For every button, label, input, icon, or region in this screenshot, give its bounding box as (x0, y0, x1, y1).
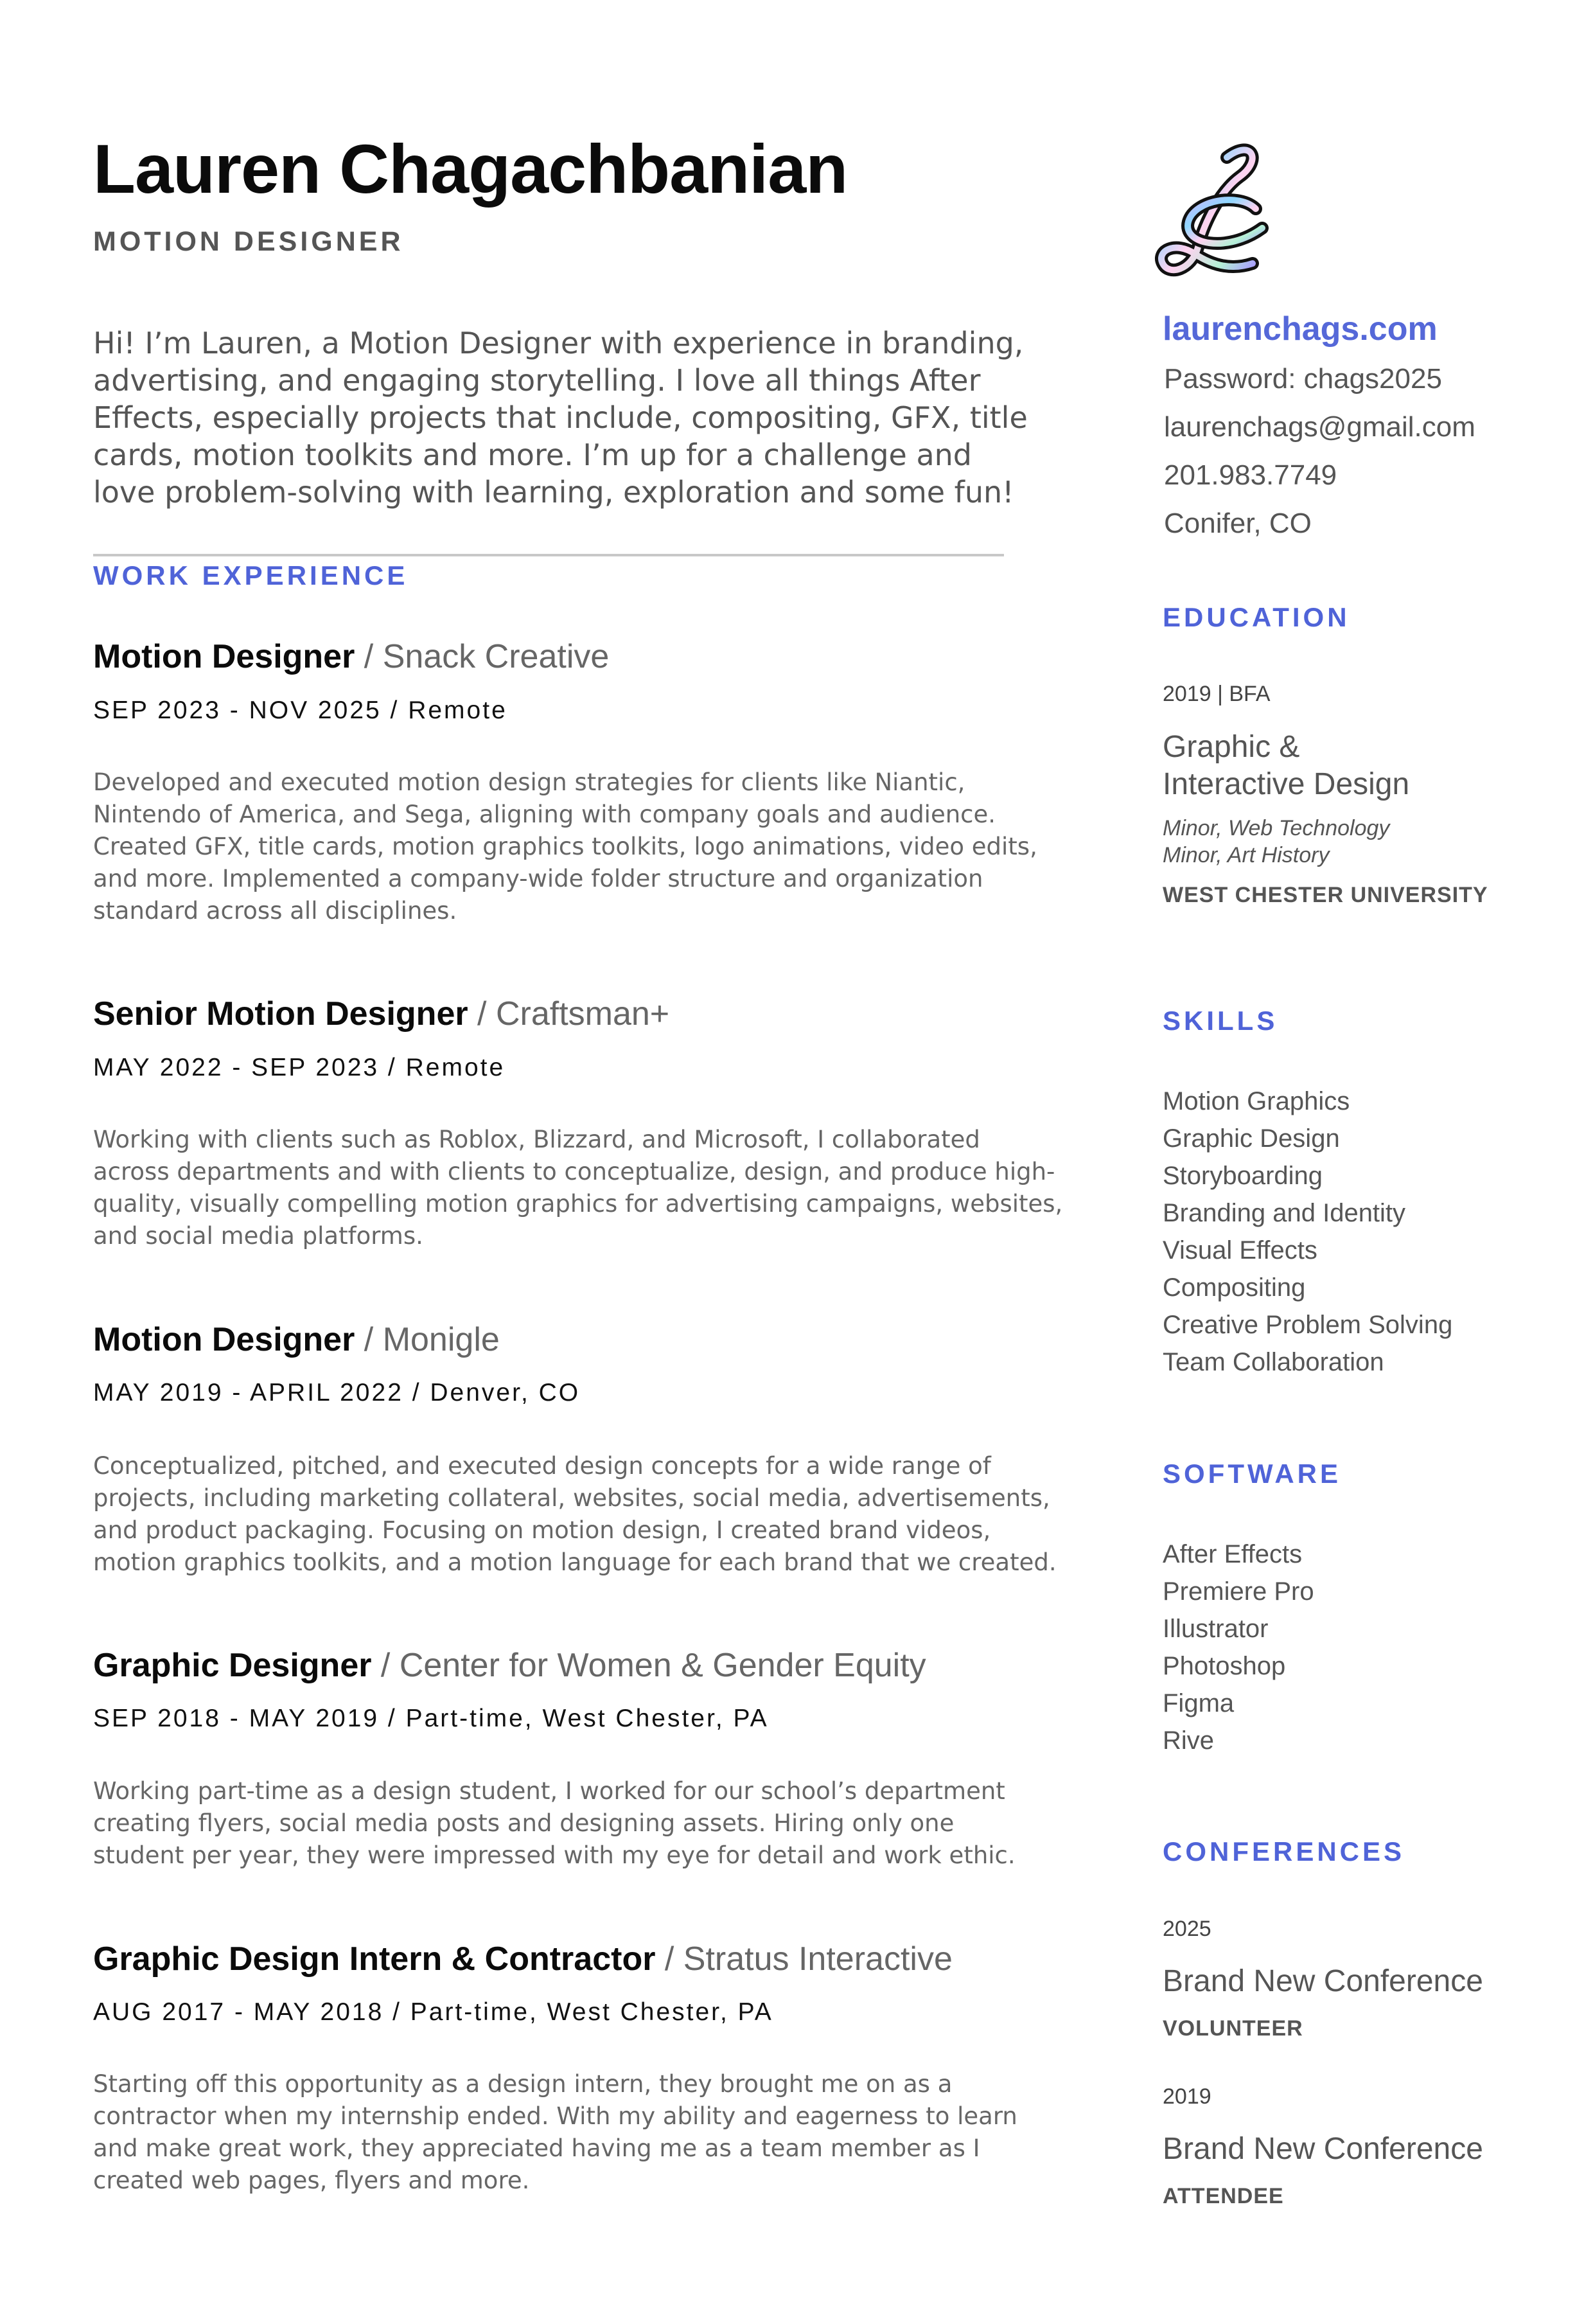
major-line: Graphic & (1163, 730, 1300, 764)
skills-heading: SKILLS (1163, 1006, 1278, 1036)
list-item: Compositing (1163, 1273, 1306, 1302)
job-title (93, 1320, 500, 1359)
job-separator: / (355, 1321, 383, 1358)
monogram-logo (1150, 132, 1278, 292)
skills-list (1163, 1083, 1452, 1381)
job-position: Senior Motion Designer (93, 995, 468, 1033)
job-separator: / (355, 638, 383, 675)
job-description (93, 2068, 1017, 2197)
conference-role: VOLUNTEER (1163, 2016, 1303, 2041)
list-item: Team Collaboration (1163, 1348, 1384, 1376)
job-company: Monigle (382, 1321, 500, 1358)
list-item: Branding and Identity (1163, 1199, 1406, 1227)
job-separator: / (371, 1647, 400, 1684)
work-experience-heading: WORK EXPERIENCE (93, 560, 409, 590)
desc-line: motion graphics toolkits, and a motion language for each brand that we created. (93, 1548, 1057, 1576)
desc-line: Working with clients such as Roblox, Blizzard, and Microsoft, I collaborated (93, 1126, 980, 1153)
conference-role: ATTENDEE (1163, 2184, 1284, 2208)
education-heading: EDUCATION (1163, 602, 1350, 632)
job-company: Snack Creative (382, 638, 610, 675)
intro-line: Effects, especially projects that include, compositing, GFX, title (93, 400, 1028, 435)
job-title (93, 1940, 953, 1978)
list-item: Photoshop (1163, 1652, 1286, 1680)
job-description (93, 767, 1037, 927)
email-link[interactable]: laurenchags@gmail.com (1164, 411, 1475, 443)
conference-name: Brand New Conference (1163, 2132, 1483, 2166)
job-company: Center for Women & Gender Equity (399, 1647, 926, 1684)
software-heading: SOFTWARE (1163, 1459, 1341, 1489)
desc-line: projects, including marketing collateral, websites, social media, advertisements, (93, 1484, 1050, 1512)
password-text: Password: chags2025 (1164, 363, 1442, 395)
list-item: Creative Problem Solving (1163, 1311, 1453, 1339)
job-title (93, 637, 609, 676)
desc-line: across departments and with clients to conceptualize, design, and produce high- (93, 1158, 1055, 1185)
education-minors (1163, 815, 1389, 869)
minor-line: Minor, Art History (1163, 843, 1330, 867)
education-major (1163, 729, 1409, 803)
major-line: Interactive Design (1163, 767, 1410, 801)
desc-line: created web pages, flyers and more. (93, 2167, 530, 2194)
school-name: WEST CHESTER UNIVERSITY (1163, 883, 1488, 907)
desc-line: and product packaging. Focusing on motion design, I created brand videos, (93, 1516, 991, 1544)
desc-line: standard across all disciplines. (93, 897, 457, 925)
list-item: Visual Effects (1163, 1236, 1317, 1264)
phone-number: 201.983.7749 (1164, 459, 1337, 491)
job-position: Graphic Designer (93, 1647, 372, 1684)
job-description (93, 1450, 1057, 1579)
list-item: Graphic Design (1163, 1124, 1340, 1153)
job-dates: MAY 2019 - APRIL 2022 / Denver, CO (93, 1379, 581, 1406)
desc-line: contractor when my internship ended. With my ability and eagerness to learn (93, 2102, 1017, 2130)
intro-line: Hi! I’m Lauren, a Motion Designer with experience in branding, (93, 326, 1024, 360)
desc-line: Nintendo of America, and Sega, aligning with company goals and audience. (93, 801, 996, 828)
intro-paragraph (93, 324, 1031, 511)
intro-line: advertising, and engaging storytelling. I love all things After (93, 363, 981, 398)
job-dates: SEP 2018 - MAY 2019 / Part-time, West Chester, PA (93, 1705, 769, 1732)
website-link[interactable]: laurenchags.com (1163, 310, 1438, 348)
minor-line: Minor, Web Technology (1163, 816, 1390, 840)
list-item: Premiere Pro (1163, 1577, 1314, 1606)
conference-year: 2025 (1163, 1917, 1211, 1941)
job-title (93, 995, 669, 1033)
job-description (93, 1775, 1016, 1872)
job-separator: / (655, 1940, 683, 1978)
desc-line: and make great work, they appreciated having me as a team member as I (93, 2134, 980, 2162)
desc-line: quality, visually compelling motion graphics for advertising campaigns, websites, (93, 1190, 1063, 1218)
list-item: Storyboarding (1163, 1162, 1323, 1190)
desc-line: and social media platforms. (93, 1222, 423, 1250)
software-list (1163, 1536, 1314, 1759)
desc-line: Working part-time as a design student, I worked for our school’s department (93, 1777, 1005, 1805)
desc-line: Starting off this opportunity as a design intern, they brought me on as a (93, 2070, 953, 2098)
desc-line: Conceptualized, pitched, and executed design concepts for a wide range of (93, 1452, 991, 1480)
divider (93, 554, 1004, 556)
list-item: Figma (1163, 1689, 1235, 1717)
list-item: Motion Graphics (1163, 1087, 1350, 1115)
conferences-heading: CONFERENCES (1163, 1836, 1405, 1867)
page-title: Lauren Chagachbanian (93, 130, 848, 208)
education-year-degree: 2019 | BFA (1163, 682, 1271, 706)
conference-year: 2019 (1163, 2084, 1211, 2109)
list-item: After Effects (1163, 1540, 1303, 1568)
desc-line: creating flyers, social media posts and designing assets. Hiring only one (93, 1809, 955, 1837)
intro-line: love problem-solving with learning, exploration and some fun! (93, 475, 1014, 510)
job-separator: / (468, 995, 496, 1033)
intro-line: cards, motion toolkits and more. I’m up for a challenge and (93, 438, 972, 472)
job-dates: SEP 2023 - NOV 2025 / Remote (93, 696, 507, 724)
job-dates: AUG 2017 - MAY 2018 / Part-time, West Chester, PA (93, 1998, 773, 2026)
job-role-subtitle: MOTION DESIGNER (93, 226, 404, 257)
list-item: Illustrator (1163, 1615, 1269, 1643)
list-item: Rive (1163, 1726, 1215, 1755)
desc-line: Created GFX, title cards, motion graphics toolkits, logo animations, video edits, (93, 833, 1037, 860)
job-company: Craftsman+ (495, 995, 670, 1033)
job-description (93, 1124, 1062, 1252)
desc-line: Developed and executed motion design strategies for clients like Niantic, (93, 768, 965, 796)
job-company: Stratus Interactive (683, 1940, 953, 1978)
desc-line: and more. Implemented a company-wide folder structure and organization (93, 865, 983, 892)
job-position: Motion Designer (93, 1321, 355, 1358)
job-position: Motion Designer (93, 638, 355, 675)
job-dates: MAY 2022 - SEP 2023 / Remote (93, 1054, 506, 1081)
location-text: Conifer, CO (1164, 508, 1312, 539)
job-title (93, 1646, 926, 1685)
conference-name: Brand New Conference (1163, 1964, 1483, 1998)
desc-line: student per year, they were impressed with my eye for detail and work ethic. (93, 1841, 1016, 1869)
job-position: Graphic Design Intern & Contractor (93, 1940, 656, 1978)
